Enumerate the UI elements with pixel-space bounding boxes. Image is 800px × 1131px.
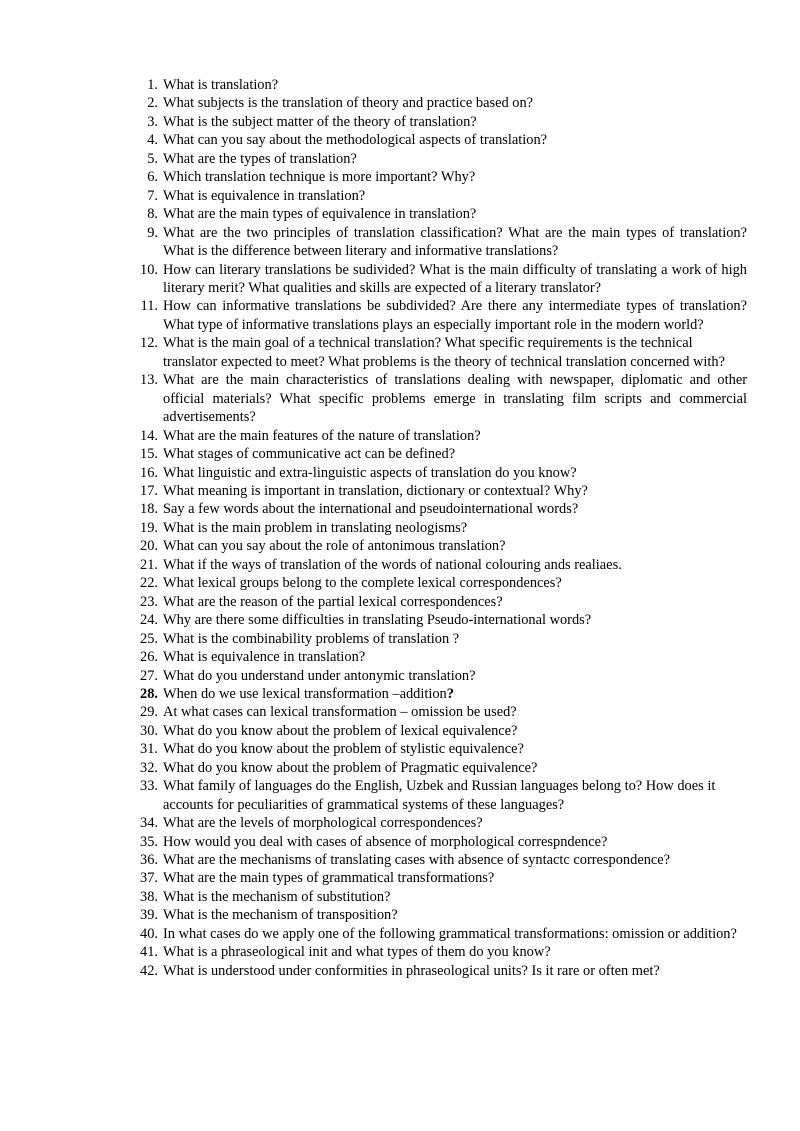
question-number: 14. <box>140 427 158 444</box>
question-number: 2. <box>147 95 158 112</box>
question-number: 6. <box>147 169 158 186</box>
question-number: 36. <box>140 852 158 869</box>
question-text: What is the subject matter of the theory of translation? <box>163 113 477 130</box>
question-item <box>131 574 747 592</box>
question-number: 17. <box>140 482 158 499</box>
question-item <box>131 777 747 814</box>
question-number: 25. <box>140 630 158 647</box>
question-item <box>131 943 747 961</box>
question-number: 11. <box>140 298 158 315</box>
question-text: What is understood under conformities in phraseological units? Is it rare or often met? <box>163 962 660 979</box>
question-item <box>131 888 747 906</box>
question-item <box>131 76 747 94</box>
question-text: What can you say about the role of antonimous translation? <box>163 538 506 555</box>
question-text: What is the mechanism of transposition? <box>163 907 398 924</box>
question-item <box>131 833 747 851</box>
question-item <box>131 482 747 500</box>
question-number: 8. <box>147 206 158 223</box>
question-mark: ? <box>446 685 454 702</box>
question-text: What is equivalence in translation? <box>163 649 366 666</box>
question-text: What is the main goal of a technical translation? What specific requirements is the technical translator expected to meet? What problems is the theory of technical translation concerned with? <box>163 335 725 370</box>
question-number: 31. <box>140 741 158 758</box>
question-list <box>131 76 747 980</box>
question-text: At what cases can lexical transformation – omission be used? <box>163 704 517 721</box>
question-number: 23. <box>140 593 158 610</box>
question-number: 35. <box>140 833 158 850</box>
question-item <box>131 814 747 832</box>
question-item <box>131 703 747 721</box>
question-item <box>131 519 747 537</box>
question-item <box>131 464 747 482</box>
question-number: 16. <box>140 464 158 481</box>
question-number: 39. <box>140 907 158 924</box>
question-item <box>131 187 747 205</box>
question-item <box>131 94 747 112</box>
question-text: What is the combinability problems of translation ? <box>163 630 460 647</box>
question-item <box>131 334 747 371</box>
question-item <box>131 962 747 980</box>
question-text: In what cases do we apply one of the following grammatical transformations: omission or addition? <box>163 925 737 942</box>
question-number: 22. <box>140 575 158 592</box>
question-item <box>131 500 747 518</box>
question-text: What is the mechanism of substitution? <box>163 888 391 905</box>
question-text-main: When do we use lexical transformation –addition <box>163 685 447 702</box>
question-text: What do you know about the problem of Pragmatic equivalence? <box>163 759 538 776</box>
question-item <box>131 722 747 740</box>
question-text: What stages of communicative act can be defined? <box>163 446 456 463</box>
question-text: What are the main features of the nature of translation? <box>163 427 481 444</box>
question-item <box>131 205 747 223</box>
question-text: What are the main types of grammatical transformations? <box>163 870 495 887</box>
question-text: What is equivalence in translation? <box>163 187 366 204</box>
question-number: 42. <box>140 962 158 979</box>
question-number: 37. <box>140 870 158 887</box>
question-text: How can literary translations be sudivided? What is the main difficulty of translating a work of high literary merit? What qualities and skills are expected of a literary translator? <box>163 261 747 296</box>
question-text: What are the main characteristics of translations dealing with newspaper, diplomatic and other official materials? What specific problems emerge in translating film scripts and commercial advertisements? <box>163 372 747 426</box>
question-text: What do you know about the problem of lexical equivalence? <box>163 722 518 739</box>
question-item <box>131 630 747 648</box>
question-text: What are the two principles of translation classification? What are the main types of translation? What is the difference between literary and informative translations? <box>163 224 747 260</box>
question-number: 18. <box>140 501 158 518</box>
question-number: 4. <box>147 132 158 149</box>
question-item <box>131 168 747 186</box>
question-text: What are the levels of morphological correspondences? <box>163 815 483 832</box>
question-number: 12. <box>140 335 158 352</box>
question-text: Say a few words about the international and pseudointernational words? <box>163 501 579 518</box>
question-number: 33. <box>140 778 158 795</box>
question-number: 10. <box>140 261 158 278</box>
question-item <box>131 113 747 131</box>
question-item <box>131 851 747 869</box>
question-text: Why are there some difficulties in translating Pseudo-international words? <box>163 612 592 629</box>
question-item <box>131 261 747 298</box>
question-number: 28. <box>140 685 158 702</box>
question-text <box>163 685 747 703</box>
question-text: What is a phraseological init and what types of them do you know? <box>163 944 551 961</box>
question-number: 3. <box>147 113 158 130</box>
question-text: What are the types of translation? <box>163 150 357 167</box>
question-item <box>131 537 747 555</box>
question-item <box>131 427 747 445</box>
question-number: 21. <box>140 556 158 573</box>
question-text: What are the reason of the partial lexical correspondences? <box>163 593 503 610</box>
question-number: 20. <box>140 538 158 555</box>
question-number: 40. <box>140 925 158 942</box>
question-number: 13. <box>140 372 158 389</box>
question-number: 41. <box>140 944 158 961</box>
question-number: 34. <box>140 815 158 832</box>
question-item <box>131 906 747 924</box>
question-item <box>131 593 747 611</box>
question-item <box>131 740 747 758</box>
question-item <box>131 371 747 426</box>
question-number: 19. <box>140 519 158 536</box>
question-number: 5. <box>147 150 158 167</box>
question-number: 32. <box>140 759 158 776</box>
question-item <box>131 445 747 463</box>
question-text: What do you know about the problem of stylistic equivalence? <box>163 741 524 758</box>
question-number: 15. <box>140 446 158 463</box>
question-item <box>131 556 747 574</box>
question-text: What subjects is the translation of theory and practice based on? <box>163 95 534 112</box>
question-number: 24. <box>140 612 158 629</box>
question-text: What if the ways of translation of the words of national colouring ands realiaes. <box>163 556 622 573</box>
question-text: How would you deal with cases of absence of morphological correspndence? <box>163 833 608 850</box>
question-text: What linguistic and extra-linguistic aspects of translation do you know? <box>163 464 577 481</box>
question-number: 30. <box>140 722 158 739</box>
question-item <box>131 869 747 887</box>
question-text: What lexical groups belong to the complete lexical correspondences? <box>163 575 562 592</box>
question-text: What are the main types of equivalence in translation? <box>163 206 477 223</box>
question-text: Which translation technique is more important? Why? <box>163 169 476 186</box>
question-number: 9. <box>147 224 158 241</box>
question-text: What are the mechanisms of translating cases with absence of syntactc correspondence? <box>163 852 671 869</box>
question-item <box>131 667 747 685</box>
question-text: What family of languages do the English, Uzbek and Russian languages belong to? How does it accounts for peculiarities of grammatical systems of these languages? <box>163 778 716 813</box>
question-item <box>131 648 747 666</box>
question-item <box>131 150 747 168</box>
question-number: 29. <box>140 704 158 721</box>
question-item <box>131 685 747 703</box>
question-item <box>131 297 747 334</box>
question-number: 1. <box>147 77 158 93</box>
question-text: What do you understand under antonymic translation? <box>163 667 476 684</box>
question-text: What meaning is important in translation, dictionary or contextual? Why? <box>163 482 588 499</box>
question-text: What is translation? <box>163 77 279 93</box>
question-number: 38. <box>140 888 158 905</box>
question-item <box>131 759 747 777</box>
question-item <box>131 224 747 261</box>
question-text: What is the main problem in translating neologisms? <box>163 519 468 536</box>
question-text: What can you say about the methodological aspects of translation? <box>163 132 548 149</box>
question-number: 7. <box>147 187 158 204</box>
question-number: 26. <box>140 649 158 666</box>
question-number: 27. <box>140 667 158 684</box>
question-item <box>131 925 747 943</box>
question-item <box>131 131 747 149</box>
question-item <box>131 611 747 629</box>
question-text: How can informative translations be subdivided? Are there any intermediate types of translation? What type of informative translations plays an especially important role in the modern world? <box>163 298 747 333</box>
